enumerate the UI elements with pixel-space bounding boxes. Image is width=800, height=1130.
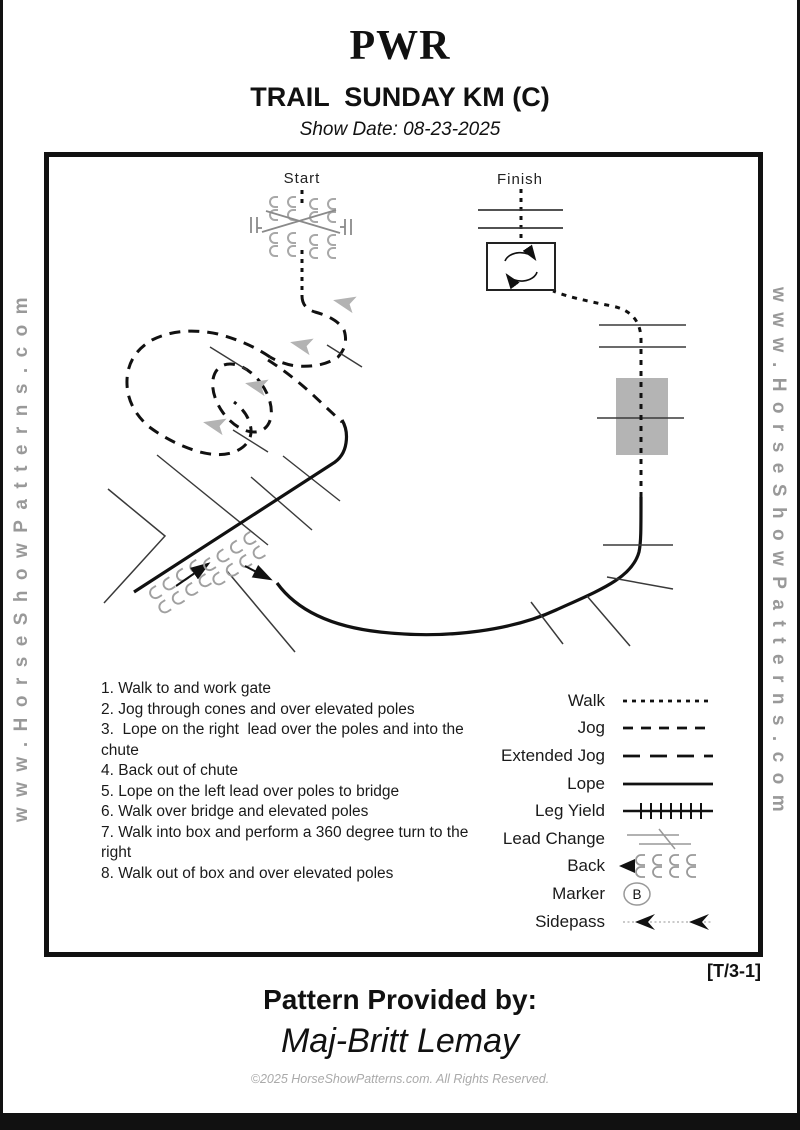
legend-label: Jog	[577, 718, 605, 738]
legend-label: Back	[567, 856, 605, 876]
legend-row-marker	[483, 880, 723, 908]
marker-letter: B	[632, 886, 642, 902]
watermark-right: www.HorseShowPatterns.com	[768, 286, 789, 823]
watermark-left: www.HorseShowPatterns.com	[11, 286, 32, 823]
legend-row-lope	[483, 770, 723, 798]
copyright-notice: ©2025 HorseShowPatterns.com. All Rights Reserved.	[250, 1072, 550, 1086]
lope-path-to-bridge	[277, 497, 641, 635]
class-title: TRAIL SUNDAY KM (C)	[250, 82, 550, 112]
legend-row-lead-change	[483, 825, 723, 853]
page-border-bottom	[0, 1113, 800, 1130]
finish-label: Finish	[496, 171, 544, 188]
instruction-item: 4. Back out of chute	[101, 762, 239, 779]
sidepass-icon	[615, 910, 719, 934]
instruction-item: 2. Jog through cones and over elevated poles	[101, 700, 415, 718]
cone-icon	[201, 413, 226, 435]
legend-row-walk	[483, 687, 723, 715]
legend-row-leg-yield	[483, 797, 723, 825]
instruction-item: 1. Walk to and work gate	[101, 680, 272, 697]
marker-icon	[615, 882, 719, 906]
pattern-diagram-frame	[44, 152, 763, 957]
legend-row-back	[483, 853, 723, 881]
legend-label: Lead Change	[502, 828, 605, 848]
provider-name: Maj-Britt Lemay	[280, 1022, 520, 1060]
legend-row-sidepass	[483, 908, 723, 936]
instruction-item: 7. Walk into box and perform a 360 degree turn to the right	[101, 823, 473, 861]
start-label: Start	[283, 170, 321, 187]
turn-box-obstacle	[487, 243, 555, 290]
instructions-list	[101, 679, 495, 884]
legend-label: Lope	[567, 773, 605, 793]
legend-row-jog	[483, 715, 723, 743]
page-border-left	[0, 0, 3, 1130]
lope-line-icon	[615, 772, 719, 796]
legend-label: Marker	[552, 883, 605, 903]
cone-icon	[288, 333, 313, 355]
cone-icon	[243, 374, 268, 396]
poles-above-bridge	[599, 325, 686, 347]
legend-row-extended-jog	[483, 742, 723, 770]
legend	[483, 687, 723, 935]
elevated-poles	[157, 345, 362, 545]
leg-yield-icon	[615, 799, 719, 823]
extended-jog-line-icon	[615, 744, 719, 768]
lead-change-icon	[615, 827, 719, 851]
instruction-item: 3. Lope on the right lead over the poles and into the chute	[101, 721, 469, 759]
legend-label: Walk	[567, 690, 605, 710]
page-title: PWR	[349, 23, 451, 69]
instruction-item: 6. Walk over bridge and elevated poles	[101, 803, 369, 820]
legend-label: Extended Jog	[501, 745, 605, 765]
back-arrow	[245, 566, 270, 579]
instruction-item: 8. Walk out of box and over elevated poles	[101, 864, 394, 882]
instruction-item: 5. Lope on the left lead over poles to bridge	[101, 782, 400, 800]
turn-box	[487, 243, 555, 290]
walk-line-icon	[615, 689, 719, 713]
pattern-code: [T/3-1]	[707, 961, 761, 981]
lope-curve-poles	[531, 545, 673, 646]
cone-icon	[331, 291, 356, 313]
legend-label: Leg Yield	[535, 801, 605, 821]
back-icon	[615, 854, 719, 878]
provided-by-label: Pattern Provided by:	[263, 984, 537, 1015]
gate-obstacle	[251, 197, 351, 258]
legend-label: Sidepass	[535, 911, 605, 931]
jog-serpentine-path	[127, 296, 346, 455]
jog-line-icon	[615, 716, 719, 740]
show-date: Show Date: 08-23-2025	[299, 119, 501, 140]
lope-path-into-chute	[134, 420, 347, 592]
